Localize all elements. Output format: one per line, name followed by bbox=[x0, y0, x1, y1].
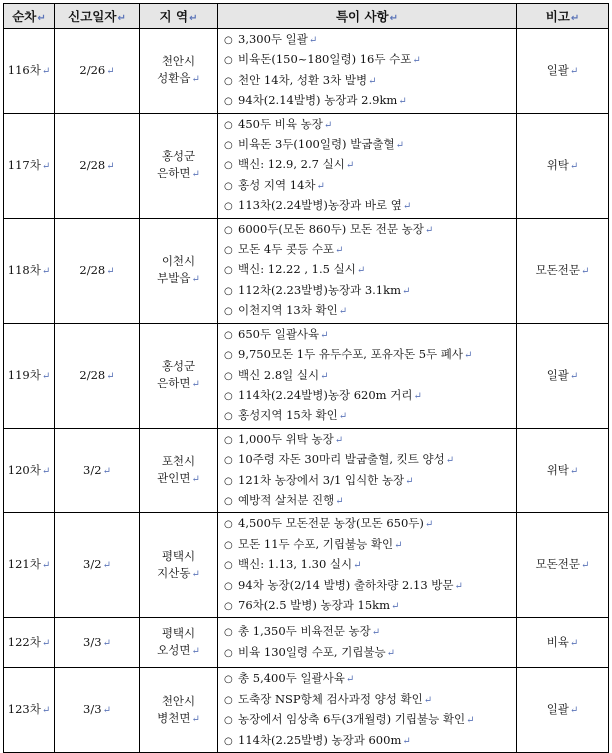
paragraph-mark: ↵ bbox=[345, 160, 355, 172]
note-text: 일괄 bbox=[546, 62, 569, 77]
bullet-icon: ○ bbox=[224, 265, 233, 277]
paragraph-mark: ↵ bbox=[102, 560, 111, 572]
paragraph-mark: ↵ bbox=[41, 265, 51, 277]
detail-line bbox=[224, 596, 516, 616]
detail-text: 홍성지역 15차 확인 bbox=[238, 408, 338, 423]
detail-line bbox=[224, 325, 516, 345]
bullet-icon: ○ bbox=[224, 735, 233, 747]
detail-line bbox=[224, 71, 516, 91]
detail-text: 76차(2.5 발병) 농장과 15km bbox=[238, 597, 391, 612]
region-cell bbox=[140, 29, 218, 114]
note-text: 모돈전문 bbox=[535, 262, 581, 277]
paragraph-mark: ↵ bbox=[454, 580, 463, 592]
paragraph-mark: ↵ bbox=[413, 390, 422, 402]
seq-cell bbox=[4, 618, 55, 668]
bullet-icon: ○ bbox=[224, 434, 233, 446]
details-cell bbox=[218, 218, 517, 323]
bullet-icon: ○ bbox=[224, 224, 233, 236]
bullet-icon: ○ bbox=[224, 715, 233, 727]
detail-text: 총 5,400두 일괄사육 bbox=[238, 671, 345, 686]
paragraph-mark: ↵ bbox=[320, 329, 329, 341]
bullet-icon: ○ bbox=[224, 694, 233, 706]
seq-cell bbox=[4, 513, 55, 618]
note-cell bbox=[517, 113, 609, 218]
region-text: 평택시 bbox=[161, 626, 196, 641]
bullet-icon: ○ bbox=[224, 201, 233, 213]
date-text: 2/28 bbox=[79, 367, 106, 382]
seq-text: 117차 bbox=[7, 157, 41, 172]
region-text: 은하면 bbox=[157, 376, 191, 391]
date-cell bbox=[55, 618, 140, 668]
detail-text: 총 1,350두 비육전문 농장 bbox=[238, 624, 371, 639]
region-text: 관인면 bbox=[157, 471, 191, 486]
paragraph-mark: ↵ bbox=[41, 637, 51, 649]
date-cell bbox=[55, 513, 140, 618]
note-cell bbox=[517, 668, 609, 753]
date-cell bbox=[55, 113, 140, 218]
paragraph-mark: ↵ bbox=[308, 35, 318, 46]
paragraph-mark: ↵ bbox=[338, 306, 348, 318]
table-row bbox=[4, 513, 609, 618]
paragraph-mark: ↵ bbox=[398, 96, 407, 108]
region-text: 병천면 bbox=[157, 710, 191, 725]
detail-line bbox=[224, 260, 516, 280]
detail-text: 94차(2.14발병) 농장과 2.9km bbox=[238, 93, 398, 108]
paragraph-mark: ↵ bbox=[335, 245, 344, 257]
region-line bbox=[140, 453, 217, 470]
bullet-icon: ○ bbox=[224, 140, 233, 152]
bullet-icon: ○ bbox=[224, 580, 233, 592]
details-cell bbox=[218, 323, 517, 428]
paragraph-mark: ↵ bbox=[41, 160, 51, 172]
region-line bbox=[140, 710, 217, 728]
table-row bbox=[4, 428, 609, 513]
paragraph-mark: ↵ bbox=[338, 411, 348, 423]
date-text: 3/3 bbox=[83, 634, 102, 649]
detail-text: 모돈 11두 수포, 기립불능 확인 bbox=[238, 536, 394, 551]
paragraph-mark: ↵ bbox=[402, 201, 412, 213]
bullet-icon: ○ bbox=[224, 647, 233, 659]
bullet-icon: ○ bbox=[224, 370, 233, 382]
seq-text: 118차 bbox=[7, 262, 41, 277]
detail-text: 113차(2.24발병)농장과 바로 옆 bbox=[238, 198, 402, 213]
detail-text: 121차 농장에서 3/1 입식한 농장 bbox=[238, 472, 405, 487]
region-line bbox=[140, 693, 217, 710]
details-cell bbox=[218, 618, 517, 668]
detail-line bbox=[224, 196, 516, 216]
region-text: 은하면 bbox=[157, 166, 191, 181]
bullet-icon: ○ bbox=[224, 75, 233, 87]
detail-line bbox=[224, 366, 516, 386]
seq-cell bbox=[4, 29, 55, 114]
region-line bbox=[140, 358, 217, 375]
region-line bbox=[140, 148, 217, 165]
paragraph-mark: ↵ bbox=[41, 705, 51, 717]
detail-text: 백신: 12.9, 2.7 실시 bbox=[238, 157, 345, 172]
detail-line bbox=[224, 50, 516, 70]
paragraph-mark: ↵ bbox=[191, 274, 200, 286]
date-cell bbox=[55, 668, 140, 753]
paragraph-mark: ↵ bbox=[569, 705, 579, 717]
paragraph-mark: ↵ bbox=[412, 55, 421, 67]
detail-text: 도축장 NSP항체 검사과정 양성 확인 bbox=[238, 691, 423, 706]
paragraph-mark: ↵ bbox=[102, 465, 111, 477]
detail-text: 10주령 자돈 30마리 발굽출혈, 킷트 양성 bbox=[238, 452, 445, 467]
details-cell bbox=[218, 513, 517, 618]
table-row bbox=[4, 668, 609, 753]
date-cell bbox=[55, 218, 140, 323]
detail-line bbox=[224, 669, 516, 689]
header-note: 비고↵ bbox=[517, 4, 609, 29]
paragraph-mark: ↵ bbox=[335, 495, 344, 507]
bullet-icon: ○ bbox=[224, 285, 233, 297]
bullet-icon: ○ bbox=[224, 560, 233, 572]
region-text: 오성면 bbox=[157, 643, 191, 658]
region-line bbox=[140, 642, 217, 660]
note-text: 일괄 bbox=[546, 367, 569, 382]
paragraph-mark: ↵ bbox=[402, 735, 411, 747]
table-row bbox=[4, 323, 609, 428]
region-line bbox=[140, 548, 217, 565]
paragraph-mark: ↵ bbox=[423, 694, 433, 706]
detail-line bbox=[224, 643, 516, 663]
region-text: 지산동 bbox=[157, 565, 191, 580]
note-text: 위탁 bbox=[546, 157, 569, 172]
detail-line bbox=[224, 30, 516, 50]
header-row bbox=[4, 4, 609, 29]
region-text: 홍성군 bbox=[161, 149, 196, 164]
detail-text: 백신: 12.22 , 1.5 실시 bbox=[238, 262, 356, 277]
detail-line bbox=[224, 135, 516, 155]
bullet-icon: ○ bbox=[224, 329, 233, 341]
region-text: 이천시 bbox=[161, 254, 196, 269]
detail-line bbox=[224, 622, 516, 642]
detail-text: 천안 14차, 성환 3차 발병 bbox=[238, 72, 368, 87]
detail-text: 114차(2.25발병) 농장과 600m bbox=[238, 732, 402, 747]
table-row bbox=[4, 113, 609, 218]
bullet-icon: ○ bbox=[224, 119, 233, 131]
seq-text: 121차 bbox=[7, 557, 41, 572]
bullet-icon: ○ bbox=[224, 455, 233, 467]
detail-text: 예방적 살처분 진행 bbox=[238, 492, 335, 507]
detail-line bbox=[224, 176, 516, 196]
paragraph-mark: ↵ bbox=[191, 646, 200, 658]
region-cell bbox=[140, 218, 218, 323]
header-seq: 순차↵ bbox=[4, 4, 55, 29]
paragraph-mark: ↵ bbox=[320, 370, 329, 382]
paragraph-mark: ↵ bbox=[345, 674, 355, 686]
paragraph-mark: ↵ bbox=[102, 705, 111, 717]
detail-line bbox=[224, 406, 516, 426]
details-cell bbox=[218, 29, 517, 114]
outbreak-table bbox=[3, 3, 609, 753]
region-line bbox=[140, 53, 217, 70]
region-cell bbox=[140, 113, 218, 218]
bullet-icon: ○ bbox=[224, 245, 233, 257]
bullet-icon: ○ bbox=[224, 495, 233, 507]
table-row bbox=[4, 618, 609, 668]
region-text: 홍성군 bbox=[161, 359, 196, 374]
bullet-icon: ○ bbox=[224, 475, 233, 487]
table-row bbox=[4, 218, 609, 323]
paragraph-mark: ↵ bbox=[106, 65, 115, 77]
date-cell bbox=[55, 29, 140, 114]
date-text: 3/3 bbox=[83, 702, 102, 717]
note-cell bbox=[517, 618, 609, 668]
region-text: 부발읍 bbox=[157, 271, 191, 286]
seq-text: 122차 bbox=[7, 634, 41, 649]
paragraph-mark: ↵ bbox=[368, 75, 377, 87]
region-text: 포천시 bbox=[161, 454, 196, 469]
paragraph-mark: ↵ bbox=[424, 224, 434, 236]
region-text: 성환읍 bbox=[157, 71, 191, 86]
date-cell bbox=[55, 323, 140, 428]
seq-text: 123차 bbox=[7, 702, 41, 717]
detail-line bbox=[224, 450, 516, 470]
bullet-icon: ○ bbox=[224, 390, 233, 402]
detail-line bbox=[224, 430, 516, 450]
header-region: 지 역↵ bbox=[140, 4, 218, 29]
paragraph-mark: ↵ bbox=[41, 560, 51, 572]
paragraph-mark: ↵ bbox=[106, 160, 115, 172]
seq-text: 116차 bbox=[7, 62, 41, 77]
bullet-icon: ○ bbox=[224, 350, 233, 362]
bullet-icon: ○ bbox=[224, 600, 233, 612]
detail-line bbox=[224, 240, 516, 260]
region-line bbox=[140, 565, 217, 583]
seq-text: 120차 bbox=[7, 462, 41, 477]
detail-text: 112차(2.23발병)농장과 3.1km bbox=[238, 282, 401, 297]
detail-line bbox=[224, 345, 516, 365]
date-cell bbox=[55, 428, 140, 513]
region-cell bbox=[140, 668, 218, 753]
detail-text: 3,300두 일괄 bbox=[238, 32, 308, 46]
region-text: 천안시 bbox=[161, 693, 196, 708]
paragraph-mark: ↵ bbox=[445, 455, 455, 467]
seq-cell bbox=[4, 323, 55, 428]
note-cell bbox=[517, 29, 609, 114]
paragraph-mark: ↵ bbox=[581, 560, 590, 572]
paragraph-mark: ↵ bbox=[323, 119, 333, 131]
bullet-icon: ○ bbox=[224, 55, 233, 67]
paragraph-mark: ↵ bbox=[191, 474, 200, 486]
details-cell bbox=[218, 113, 517, 218]
detail-line bbox=[224, 514, 516, 534]
paragraph-mark: ↵ bbox=[395, 140, 405, 152]
paragraph-mark: ↵ bbox=[569, 465, 579, 477]
detail-line bbox=[224, 281, 516, 301]
bullet-icon: ○ bbox=[224, 160, 233, 172]
paragraph-mark: ↵ bbox=[353, 560, 362, 572]
seq-cell bbox=[4, 668, 55, 753]
detail-line bbox=[224, 301, 516, 321]
bullet-icon: ○ bbox=[224, 96, 233, 108]
detail-line bbox=[224, 731, 516, 751]
region-cell bbox=[140, 428, 218, 513]
paragraph-mark: ↵ bbox=[391, 600, 400, 612]
detail-text: 94차 농장(2/14 발병) 출하차량 2.13 방문 bbox=[238, 577, 454, 592]
bullet-icon: ○ bbox=[224, 411, 233, 423]
detail-text: 6000두(모돈 860두) 모돈 전문 농장 bbox=[238, 221, 424, 236]
paragraph-mark: ↵ bbox=[464, 350, 473, 362]
detail-line bbox=[224, 535, 516, 555]
detail-text: 홍성 지역 14차 bbox=[238, 177, 316, 192]
bullet-icon: ○ bbox=[224, 674, 233, 686]
seq-text: 119차 bbox=[7, 367, 41, 382]
note-cell bbox=[517, 513, 609, 618]
region-cell bbox=[140, 513, 218, 618]
date-text: 2/26 bbox=[79, 62, 106, 77]
detail-text: 비육 130일령 수포, 기립불능 bbox=[238, 644, 386, 659]
paragraph-mark: ↵ bbox=[191, 379, 200, 391]
paragraph-mark: ↵ bbox=[106, 265, 115, 277]
region-line bbox=[140, 470, 217, 488]
paragraph-mark: ↵ bbox=[191, 169, 200, 181]
paragraph-mark: ↵ bbox=[386, 647, 396, 659]
bullet-icon: ○ bbox=[224, 519, 233, 531]
detail-line bbox=[224, 491, 516, 511]
bullet-icon: ○ bbox=[224, 180, 233, 192]
bullet-icon: ○ bbox=[224, 627, 233, 639]
paragraph-mark: ↵ bbox=[394, 539, 403, 551]
detail-line bbox=[224, 115, 516, 135]
seq-cell bbox=[4, 428, 55, 513]
paragraph-mark: ↵ bbox=[466, 715, 475, 727]
note-cell bbox=[517, 323, 609, 428]
detail-text: 이천지역 13차 확인 bbox=[238, 303, 338, 318]
paragraph-mark: ↵ bbox=[371, 627, 381, 639]
paragraph-mark: ↵ bbox=[106, 370, 115, 382]
paragraph-mark: ↵ bbox=[356, 265, 366, 277]
paragraph-mark: ↵ bbox=[102, 637, 111, 649]
detail-line bbox=[224, 576, 516, 596]
date-text: 2/28 bbox=[79, 157, 106, 172]
paragraph-mark: ↵ bbox=[41, 465, 51, 477]
paragraph-mark: ↵ bbox=[191, 568, 200, 580]
header-details: 특이 사항↵ bbox=[218, 4, 517, 29]
region-line bbox=[140, 165, 217, 183]
detail-text: 농장에서 임상축 6두(3개월령) 기립불능 확인 bbox=[238, 712, 466, 727]
details-cell bbox=[218, 668, 517, 753]
paragraph-mark: ↵ bbox=[581, 265, 590, 277]
detail-text: 650두 일괄사육 bbox=[238, 326, 320, 341]
paragraph-mark: ↵ bbox=[191, 713, 200, 725]
paragraph-mark: ↵ bbox=[41, 370, 51, 382]
region-cell bbox=[140, 323, 218, 428]
note-cell bbox=[517, 428, 609, 513]
region-line bbox=[140, 70, 217, 88]
region-line bbox=[140, 270, 217, 288]
paragraph-mark: ↵ bbox=[569, 160, 579, 172]
region-cell bbox=[140, 618, 218, 668]
paragraph-mark: ↵ bbox=[405, 475, 414, 487]
detail-text: 450두 비육 농장 bbox=[238, 116, 323, 131]
paragraph-mark: ↵ bbox=[569, 370, 579, 382]
note-cell bbox=[517, 218, 609, 323]
region-line bbox=[140, 625, 217, 642]
paragraph-mark: ↵ bbox=[316, 180, 325, 192]
paragraph-mark: ↵ bbox=[569, 637, 579, 649]
detail-text: 백신: 1.13, 1.30 실시 bbox=[238, 557, 353, 572]
bullet-icon: ○ bbox=[224, 306, 233, 318]
note-text: 일괄 bbox=[546, 702, 569, 717]
seq-cell bbox=[4, 218, 55, 323]
detail-text: 1,000두 위탁 농장 bbox=[238, 431, 334, 446]
region-line bbox=[140, 375, 217, 393]
detail-text: 9,750모돈 1두 유두수포, 포유자돈 5두 폐사 bbox=[238, 347, 464, 362]
note-text: 위탁 bbox=[546, 462, 569, 477]
table-row bbox=[4, 29, 609, 114]
paragraph-mark: ↵ bbox=[424, 519, 434, 531]
seq-cell bbox=[4, 113, 55, 218]
date-text: 3/2 bbox=[83, 462, 102, 477]
detail-line bbox=[224, 555, 516, 575]
detail-text: 백신 2.8일 실시 bbox=[238, 367, 320, 382]
note-text: 비육 bbox=[546, 634, 569, 649]
detail-text: 4,500두 모돈전문 농장(모돈 650두) bbox=[238, 516, 424, 531]
paragraph-mark: ↵ bbox=[191, 74, 200, 86]
note-text: 모돈전문 bbox=[535, 557, 581, 572]
date-text: 2/28 bbox=[79, 262, 106, 277]
region-text: 천안시 bbox=[161, 54, 196, 69]
bullet-icon: ○ bbox=[224, 539, 233, 551]
details-cell bbox=[218, 428, 517, 513]
detail-line bbox=[224, 220, 516, 240]
detail-text: 모돈 4두 콧등 수포 bbox=[238, 242, 335, 257]
paragraph-mark: ↵ bbox=[402, 285, 411, 297]
detail-line bbox=[224, 471, 516, 491]
paragraph-mark: ↵ bbox=[569, 65, 579, 77]
detail-text: 114차(2.24발병)농장 620m 거리 bbox=[238, 387, 413, 402]
detail-text: 비육돈(150~180일령) 16두 수포 bbox=[238, 52, 412, 67]
header-date: 신고일자↵ bbox=[55, 4, 140, 29]
detail-line bbox=[224, 91, 516, 111]
date-text: 3/2 bbox=[83, 557, 102, 572]
detail-line bbox=[224, 710, 516, 730]
bullet-icon: ○ bbox=[224, 35, 233, 46]
region-line bbox=[140, 253, 217, 270]
detail-line bbox=[224, 690, 516, 710]
detail-text: 비육돈 3두(100일령) 발굽출혈 bbox=[238, 137, 395, 152]
region-text: 평택시 bbox=[161, 548, 196, 563]
detail-line bbox=[224, 386, 516, 406]
paragraph-mark: ↵ bbox=[334, 434, 344, 446]
paragraph-mark: ↵ bbox=[41, 65, 51, 77]
detail-line bbox=[224, 155, 516, 175]
